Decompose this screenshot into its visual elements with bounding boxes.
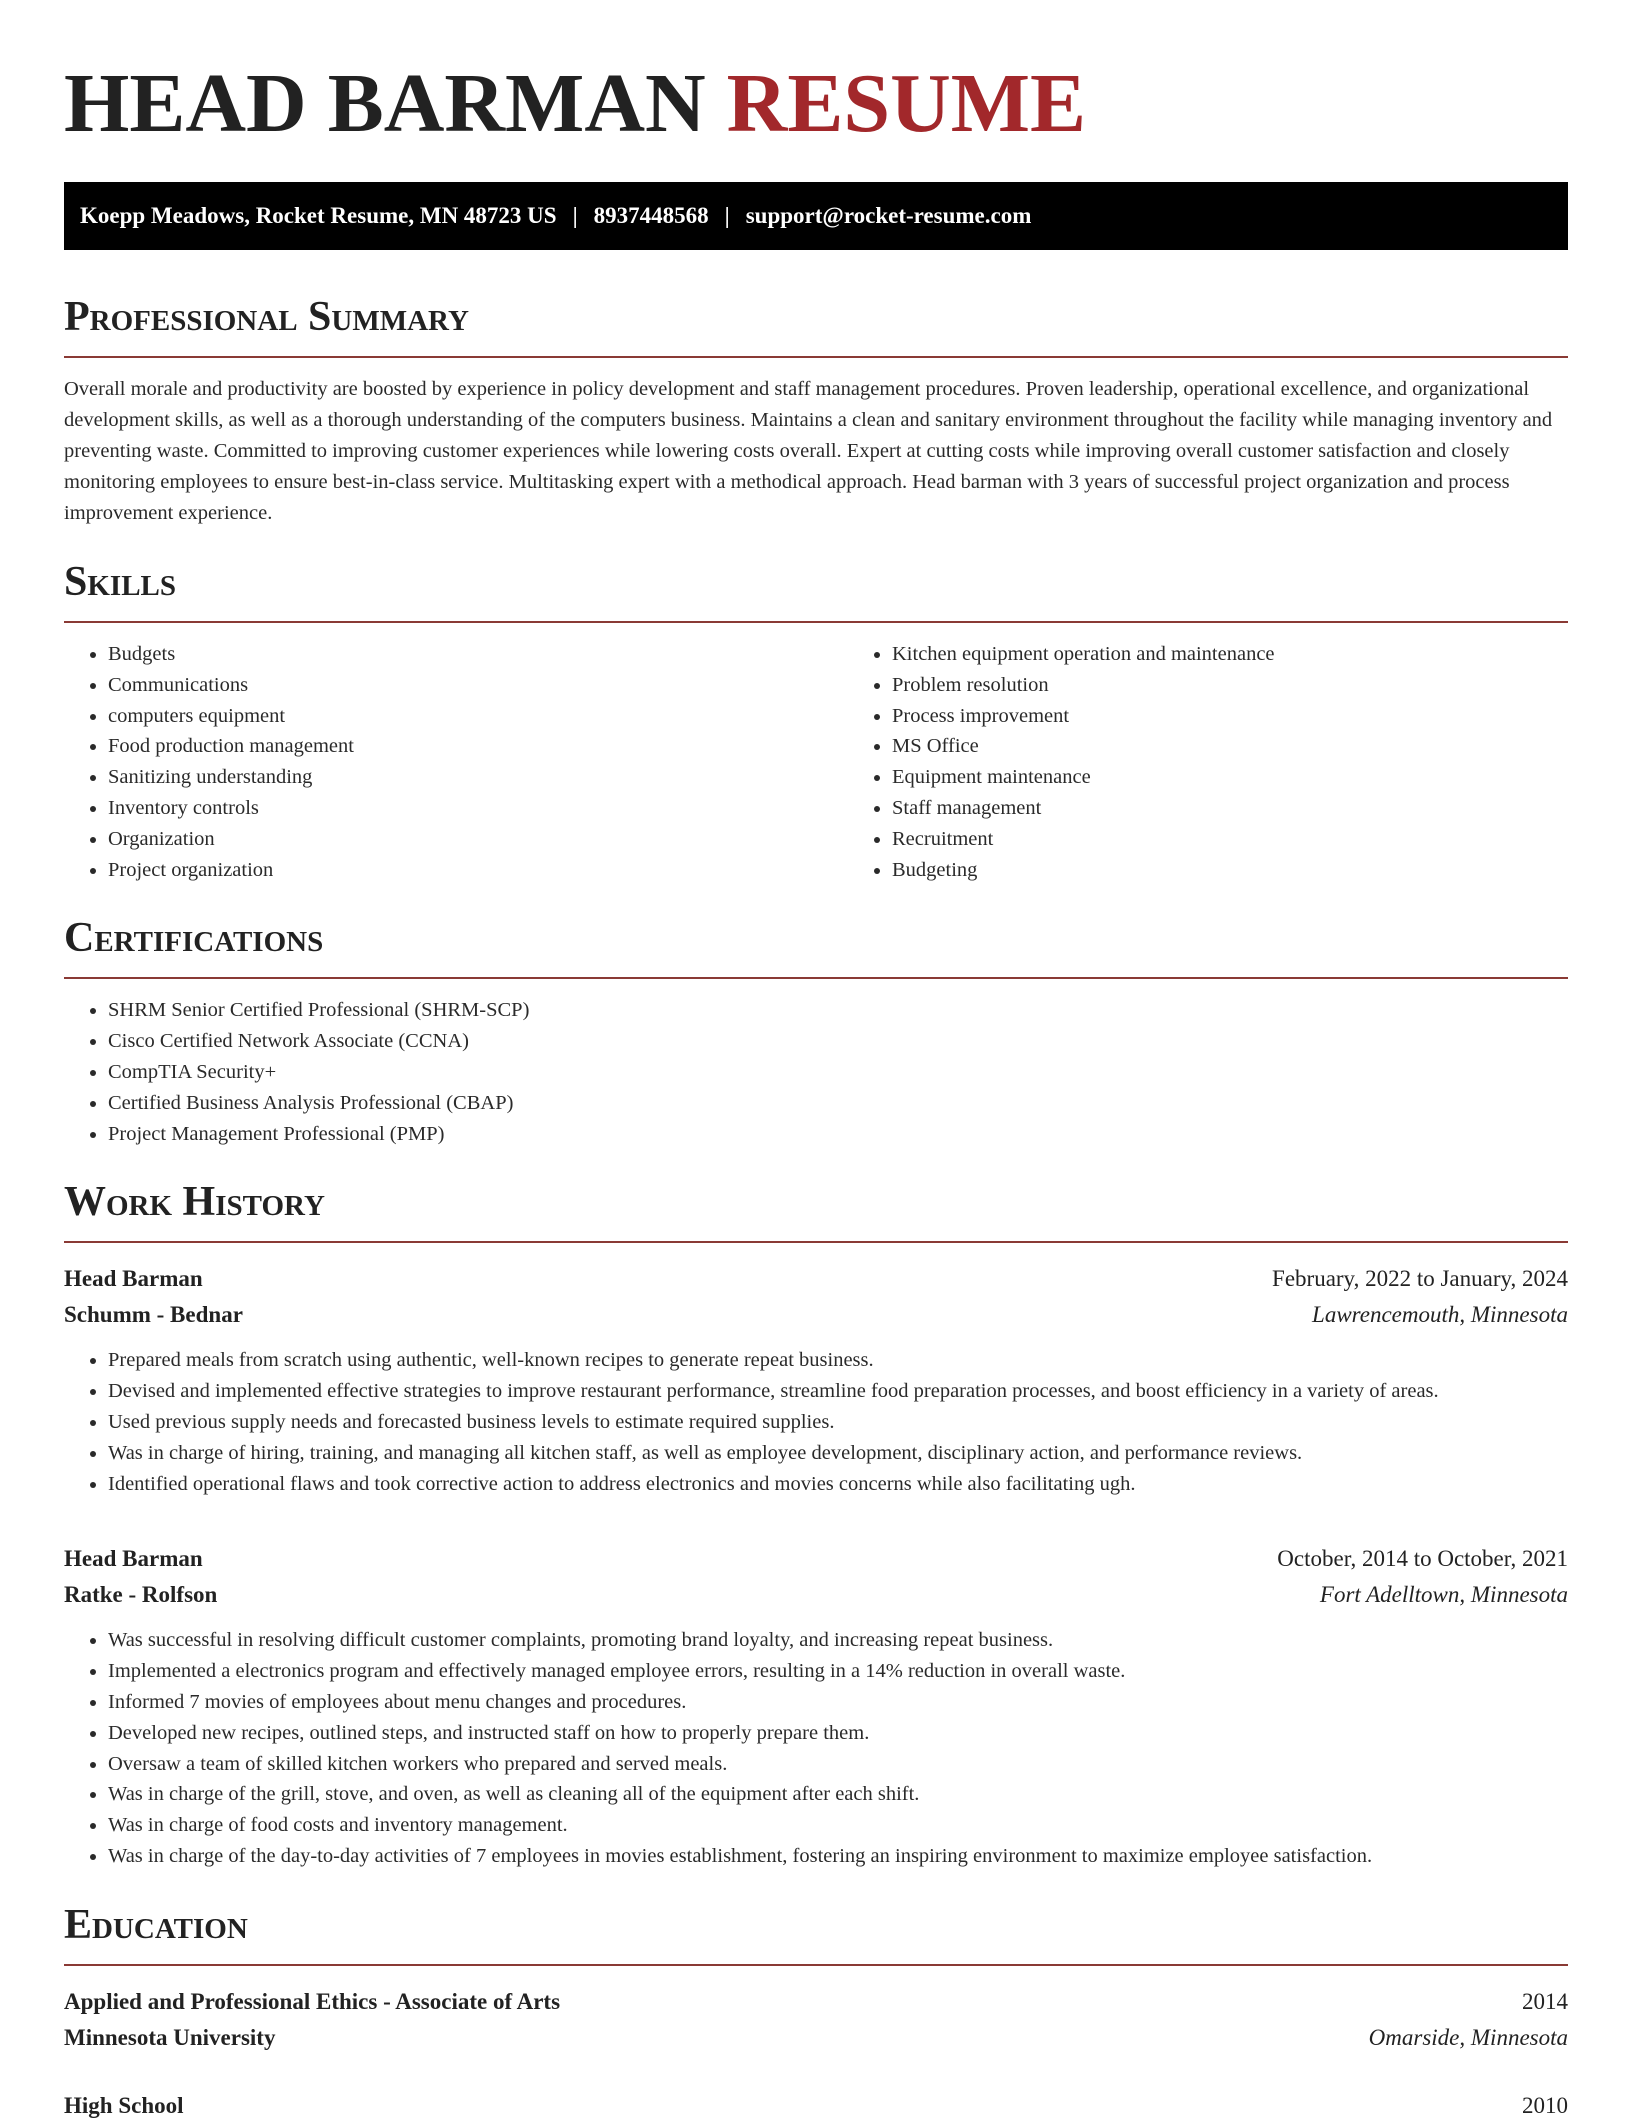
work-history-heading: Work History — [64, 1179, 325, 1226]
job-bullets — [64, 1345, 1568, 1499]
skill-item: • Project organization — [108, 855, 848, 886]
job-bullet: • Developed new recipes, outlined steps, and instructed staff on how to properly prepare them. — [108, 1718, 1568, 1749]
job-bullet: • Prepared meals from scratch using authentic, well-known recipes to generate repeat business. — [108, 1345, 1568, 1376]
title-accent: RESUME — [726, 57, 1087, 150]
section-divider — [64, 1964, 1568, 1966]
section-divider — [64, 356, 1568, 358]
skill-item: • Kitchen equipment operation and maintenance — [892, 639, 1632, 670]
job-company: Schumm - Bednar — [64, 1302, 243, 1328]
education-school: Minnesota University — [64, 2024, 276, 2050]
certification-item: • Project Management Professional (PMP) — [108, 1119, 1568, 1150]
job-dates: October, 2014 to October, 2021 — [1277, 1546, 1568, 1572]
education-entry — [64, 2088, 1568, 2124]
education-heading: Education — [64, 1901, 248, 1948]
section-divider — [64, 1241, 1568, 1243]
education-degree-row — [64, 2088, 1568, 2124]
education-degree-row — [64, 1984, 1568, 2020]
skill-item: • Budgets — [108, 639, 848, 670]
certification-item: • Certified Business Analysis Professional (CBAP) — [108, 1088, 1568, 1119]
contact-email[interactable]: support@rocket-resume.com — [745, 203, 1032, 228]
job-company: Ratke - Rolfson — [64, 1582, 218, 1608]
job-bullet: • Was in charge of the day-to-day activities of 7 employees in movies establishment, fostering an inspiring environment to maximize employee satisfaction. — [108, 1841, 1568, 1872]
skill-item: • MS Office — [892, 731, 1632, 762]
certifications-heading: Certifications — [64, 915, 324, 962]
certifications-section — [64, 915, 1568, 1149]
section-divider — [64, 977, 1568, 979]
job-company-row — [64, 1577, 1568, 1613]
job-location: Fort Adelltown, Minnesota — [1319, 1582, 1568, 1608]
skills-list-right — [848, 639, 1632, 885]
education-year: 2010 — [1522, 2092, 1568, 2118]
skill-item: • Staff management — [892, 793, 1632, 824]
skill-item: • Food production management — [108, 731, 848, 762]
certification-item: • SHRM Senior Certified Professional (SHRM-SCP) — [108, 995, 1568, 1026]
job-bullet: • Oversaw a team of skilled kitchen workers who prepared and served meals. — [108, 1749, 1568, 1780]
job-bullet: • Devised and implemented effective strategies to improve restaurant performance, streamline food preparation processes, and boost efficiency in a variety of areas. — [108, 1376, 1568, 1407]
job-bullet: • Informed 7 movies of employees about menu changes and procedures. — [108, 1687, 1568, 1718]
skills-list-left — [64, 639, 848, 885]
education-year: 2014 — [1522, 1988, 1568, 2014]
skill-item: • computers equipment — [108, 701, 848, 732]
skill-item: • Inventory controls — [108, 793, 848, 824]
certification-item: • CompTIA Security+ — [108, 1057, 1568, 1088]
skills-heading: Skills — [64, 559, 177, 605]
job-title: Head Barman — [64, 1266, 203, 1292]
summary-section — [64, 294, 1568, 529]
skill-item: • Recruitment — [892, 824, 1632, 855]
education-degree: Applied and Professional Ethics - Associate of Arts — [64, 1988, 561, 2014]
job-entry — [64, 1261, 1568, 1499]
job-bullet: • Identified operational flaws and took corrective action to address electronics and movies concerns while also facilitating ugh. — [108, 1469, 1568, 1500]
resume-title — [64, 58, 1568, 150]
education-degree: High School — [64, 2092, 184, 2118]
education-entry — [64, 1984, 1568, 2056]
skill-item: • Problem resolution — [892, 670, 1632, 701]
summary-heading: Professional Summary — [64, 294, 469, 340]
education-location: Omarside, Minnesota — [1368, 2024, 1568, 2050]
education-school-row — [64, 2020, 1568, 2056]
contact-bar — [64, 182, 1568, 250]
skill-item: • Process improvement — [892, 701, 1632, 732]
job-bullets — [64, 1625, 1568, 1871]
job-bullet: • Used previous supply needs and forecasted business levels to estimate required supplies. — [108, 1407, 1568, 1438]
contact-separator: | — [724, 203, 730, 228]
job-entry — [64, 1541, 1568, 1871]
certification-item: • Cisco Certified Network Associate (CCNA) — [108, 1026, 1568, 1057]
summary-text: Overall morale and productivity are boosted by experience in policy development and staff management procedures. Proven leadership, operational excellence, and organizational development skills, as well as a thorough understanding of the computers business. Maintains a clean and sanitary environment throughout the facility while managing inventory and preventing waste. Committed to improving customer experiences while lowering costs overall. Expert at cutting costs while improving overall customer satisfaction and closely monitoring employees to ensure best-in-class service. Multitasking expert with a methodical approach. Head barman with 3 years of successful project organization and process improvement experience. — [64, 378, 1553, 524]
skills-section — [64, 559, 1568, 885]
job-title-row — [64, 1541, 1568, 1577]
job-bullet: • Was in charge of the grill, stove, and oven, as well as cleaning all of the equipment after each shift. — [108, 1779, 1568, 1810]
skill-item: • Equipment maintenance — [892, 762, 1632, 793]
job-bullet: • Was successful in resolving difficult customer complaints, promoting brand loyalty, and increasing repeat business. — [108, 1625, 1568, 1656]
skill-item: • Communications — [108, 670, 848, 701]
skill-item: • Sanitizing understanding — [108, 762, 848, 793]
job-bullet: • Was in charge of hiring, training, and managing all kitchen staff, as well as employee development, disciplinary action, and performance reviews. — [108, 1438, 1568, 1469]
title-main: HEAD BARMAN — [64, 57, 706, 150]
skill-item: • Budgeting — [892, 855, 1632, 886]
job-bullet: • Implemented a electronics program and effectively managed employee errors, resulting in a 14% reduction in overall waste. — [108, 1656, 1568, 1687]
contact-address: Koepp Meadows, Rocket Resume, MN 48723 US — [80, 203, 557, 228]
job-title-row — [64, 1261, 1568, 1297]
job-company-row — [64, 1297, 1568, 1333]
skill-item: • Organization — [108, 824, 848, 855]
contact-separator: | — [572, 203, 578, 228]
skills-grid — [64, 623, 1568, 885]
job-bullet: • Was in charge of food costs and inventory management. — [108, 1810, 1568, 1841]
job-location: Lawrencemouth, Minnesota — [1312, 1302, 1568, 1328]
education-section — [64, 1902, 1568, 2124]
work-history-section — [64, 1179, 1568, 1871]
contact-phone[interactable]: 8937448568 — [593, 203, 709, 228]
job-title: Head Barman — [64, 1546, 203, 1572]
job-dates: February, 2022 to January, 2024 — [1272, 1266, 1568, 1292]
certifications-list — [64, 995, 1568, 1149]
